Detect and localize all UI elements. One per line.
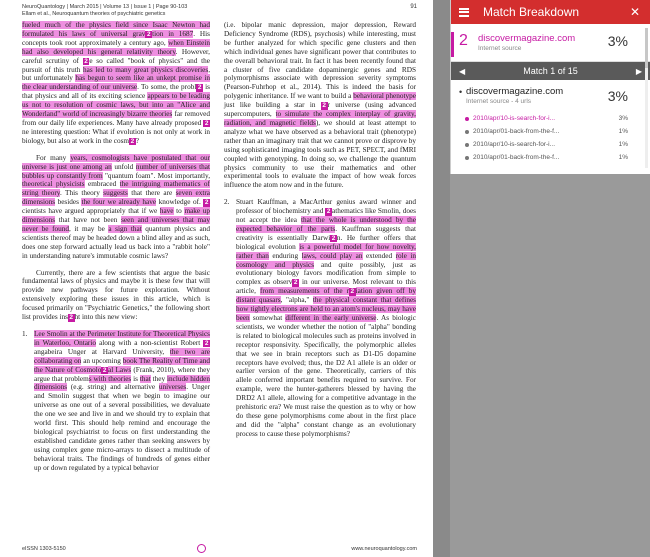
highlighted-text[interactable]: theoretical physicists (22, 180, 85, 189)
journal-url: www.neuroquantology.com (351, 546, 417, 552)
panel-header (451, 0, 650, 24)
url-item[interactable] (451, 151, 650, 164)
match-number: 2 (459, 32, 468, 49)
reference-item (22, 330, 210, 473)
panel-title: Match Breakdown (483, 5, 580, 19)
match-marker[interactable]: 2 (331, 234, 336, 242)
highlighted-text[interactable]: that the whole is understood by the expected behavior of the parts (236, 216, 416, 233)
text-run: . Kauffman suggests that creativity is essentially Darwi (236, 224, 416, 242)
highlighted-text[interactable]: number of universes that bubbles up constantly from (22, 162, 210, 180)
text-run: just like building a star in (224, 101, 321, 110)
group-percent: 3% (607, 88, 628, 104)
page-footer (22, 546, 417, 552)
match-marker[interactable]: 2 (204, 199, 209, 207)
highlighted-text[interactable]: the four we already have (81, 198, 157, 207)
group-source: discovermagazine.com (466, 86, 564, 97)
match-breakdown-panel (450, 0, 650, 174)
highlighted-text[interactable]: had formulated his laws of universal grav (22, 21, 211, 38)
match-marker[interactable]: 2 (146, 30, 151, 38)
page-header (22, 4, 417, 17)
text-run: ), we should at least attempt to analyze what we have observed as a behavioral trait (phenotype) rather than an imaginary trait that we cannot prove or disprove by using sophisticated imaging tools such as PET, SPECT, and fMRI coupled with genotyping. In doing so, we challenge the quantum physics community to use their mathematics and other experimental tools to evaluate the impact of how weak forces influence the atom now and in the future. (224, 118, 416, 190)
text-run: that have not been (55, 216, 122, 225)
primary-match-row[interactable] (451, 24, 650, 62)
viewer-scrollbar[interactable] (433, 0, 450, 557)
paragraph (224, 21, 416, 190)
text-run: that there are (127, 189, 176, 198)
right-column (224, 21, 416, 447)
highlighted-text[interactable]: book The Reality of Time and the Nature of Cosmolo (34, 356, 210, 374)
match-marker[interactable]: 2 (350, 288, 355, 296)
text-run: enduring (268, 251, 302, 260)
url-percent: 1% (618, 141, 628, 148)
text-run: along with a non-scientist Robert (96, 338, 204, 347)
match-percent: 3% (607, 33, 628, 49)
text-run: quantum physics and scientists thereof may be headed down a blind alley and as such, does one step forward actually lead us back into a "rabbit hole" in understanding nature's immutable cosmic laws? (22, 224, 210, 260)
journal-line: NeuroQuantology | March 2015 | Volume 13 | Issue 1 | Page 90-103 (22, 4, 188, 10)
match-marker[interactable]: 2 (326, 208, 331, 216)
highlighted-text[interactable]: iation given off by distant quasars (236, 287, 416, 305)
left-column (22, 21, 210, 481)
text-run: unfold (111, 162, 136, 171)
text-run: . As biologic scientists, we wonder whether the notion of "alpha" bonding is related to biological molecules such as proteins involved in receptor responsivity. Specifically, the polymorphic alleles that we see in brain receptors such as D1-D5 dopamine receptors have evolved; thus, the D2 A1 allele is an older or earlier version of the gene. Theoretically, carriers of this allele conferred important benefits required to survive. For example, were the hunter-gatherers blessed by having the DRD2 A1 allele, allowing for a competitive advantage in the prehistoric era? We must raise the question as to why or how do these gene polymorphisms come about in the first place and did the "alpha" constant change as an evolutionary process to cause these polymorphisms? (236, 314, 417, 438)
url-text: 2010/apr/01-back-from-the-f... (473, 154, 560, 161)
highlighted-text[interactable]: fueled much of the physics field (22, 21, 134, 29)
text-run: somewhat (249, 314, 286, 322)
url-percent: 1% (618, 128, 628, 135)
highlighted-text[interactable]: is a powerful model for how novelty, rather than (236, 242, 416, 260)
highlighted-text[interactable]: universes (158, 383, 187, 392)
panel-scroll-thumb[interactable] (645, 28, 648, 68)
menu-icon[interactable] (459, 8, 469, 17)
highlighted-text[interactable]: behavioral phenotype (353, 92, 417, 101)
text-run: . This theory (59, 189, 104, 198)
text-run: athematics like Smolin, does not accept the idea (236, 207, 416, 225)
match-color-bar (451, 32, 454, 57)
match-navigator (451, 62, 650, 80)
text-run: "quantum foam". Most importantly, (102, 171, 211, 180)
url-item[interactable] (451, 125, 650, 138)
text-run: cientists have argued appropriately that if we (22, 207, 160, 216)
text-run: , but unfortunately (22, 65, 210, 83)
reference-item (224, 198, 416, 438)
highlighted-text[interactable]: appears to be leading us not to resolution of cosmic laws, but into an "Alice and Wonderland" world of increasingly bizarre theories (22, 92, 210, 119)
highlighted-text[interactable]: role in cosmology and physics (236, 251, 416, 269)
highlighted-text[interactable]: has led to many great physics discoveries (83, 65, 209, 74)
title-line: Ellam et al., Neuroquantum theories of psychiatric genetics (22, 10, 166, 17)
text-run: is (131, 374, 140, 383)
match-marker[interactable]: 2 (197, 84, 202, 92)
close-icon[interactable]: ✕ (629, 5, 640, 19)
text-run: . However, careful scrutiny of (22, 47, 210, 65)
highlighted-text[interactable]: years, cosmologists have postulated that our universe is just one among an (22, 153, 210, 171)
match-marker[interactable]: 2 (130, 137, 135, 145)
text-run: , it may be (68, 224, 109, 233)
highlighted-text[interactable]: seen and universes that may never be found (22, 216, 210, 233)
text-run: an upcoming (81, 356, 123, 365)
highlighted-text[interactable]: the intriguing mathematics of string theory (22, 180, 210, 198)
text-run: n. He further offers that biological evolution (236, 233, 416, 251)
highlighted-text[interactable]: that (139, 374, 151, 383)
text-run: Stuart Kauffman, a MacArthur genius award winner and professor of biochemistry and (236, 198, 416, 216)
text-run: they (150, 374, 168, 383)
highlighted-text[interactable]: al Laws (108, 365, 132, 374)
page-number: 91 (410, 4, 417, 10)
reference-number: 1. (22, 330, 28, 338)
text-run: ne interesting question: What if evolution is not only at work in biology, but also at work in the cosm (22, 127, 210, 145)
text-run: embraced (84, 180, 120, 189)
reference-text (34, 330, 210, 472)
highlighted-text[interactable]: tion in 1687 (152, 29, 194, 38)
highlighted-text[interactable]: the physical constant that defines how tightly electrons are held to an atom's nucleus, may have been (236, 296, 416, 322)
text-run: angabeira Unger at Harvard University, (34, 347, 170, 356)
highlighted-text[interactable]: a sign that (108, 224, 142, 233)
text-run: , "alpha," (280, 296, 313, 305)
text-run: and quite possibly, just as evolutionary biology favors modification from simple to complex as observ (236, 260, 416, 287)
url-item[interactable] (451, 112, 650, 125)
text-run: knowledge of. (156, 198, 204, 207)
url-percent: 3% (618, 115, 628, 122)
text-run: e so called "book of physics" and the pursuit of this truth (22, 56, 210, 74)
url-percent: 1% (618, 154, 628, 161)
highlighted-text[interactable]: different in the early universe (285, 314, 377, 322)
paragraph (22, 269, 210, 322)
text-run: (Frank, 2010), where they argue that problem (34, 365, 211, 383)
match-source: discovermagazine.com (478, 33, 576, 44)
highlighted-text[interactable]: include hidden dimensions (34, 374, 210, 392)
highlighted-text[interactable]: seven extra dimensions (22, 189, 210, 207)
text-run: extended (362, 251, 396, 260)
match-marker[interactable]: 2 (204, 119, 209, 127)
highlighted-text[interactable]: has begun to seem like an unkept promise in the clear understanding of our universe (22, 74, 210, 92)
highlighted-text[interactable]: s with theories (88, 374, 132, 383)
text-run: ht into this new view: (74, 313, 138, 322)
match-marker[interactable]: 2 (84, 57, 88, 65)
highlighted-text[interactable]: laws, could play an (301, 251, 363, 260)
text-run: is that physics and all of its exciting science (22, 83, 210, 101)
group-source-type: Internet source - 4 urls (466, 98, 532, 105)
bullet-icon: • (459, 87, 463, 97)
highlighted-text[interactable]: from measurements of the r (259, 287, 350, 296)
match-marker[interactable]: 2 (102, 366, 107, 374)
url-text: 2010/apr/01-back-from-the-f... (473, 128, 560, 135)
highlighted-text[interactable]: the two are collaborating on (34, 347, 210, 365)
url-text: 2010/apr/10-is-search-for-i... (473, 115, 556, 122)
text-run: Currently, there are a few scientists that argue the basic fundamental laws of physics and maybe it is these few that will provide new pathways for future exploration. Without extensively exploring these issues in this article, which is focused primarily on "Psychiatric Genetics," the following short list provides ins (22, 268, 210, 322)
text-run: to (173, 207, 185, 216)
text-run: . To some, the probl (137, 83, 197, 92)
highlighted-text[interactable]: since Isaac Newton (133, 21, 196, 29)
text-run: far removed from our daily life experiences. Many have already proposed (22, 110, 210, 127)
source-group-row[interactable] (451, 80, 650, 110)
match-marker[interactable]: 2 (69, 314, 74, 322)
reference-number: 2. (224, 198, 230, 207)
next-match-button[interactable]: ▶ (635, 66, 642, 76)
paragraph (22, 154, 210, 261)
text-run: (i.e. bipolar manic depression, major depression, Reward Deficiency Syndrome (RDS), psychosis) while interesting, must be further analyzed for which specific gene clusters and then which individual genes have significant power that contributes to the overall behavioral trait. In fact it has been recently found that a cluster of five candidate dopaminergic genes and RDS polymorphisms associate with depression severity symptoms (Pearson-Fuhrhop et al., 2014). This is indeed the basis for polygenic inheritance. If we want to build a (224, 21, 416, 101)
match-marker[interactable]: 2 (293, 279, 298, 287)
page-marker-icon[interactable] (197, 544, 206, 553)
match-marker[interactable]: 2 (322, 102, 326, 110)
bullet-icon (465, 143, 469, 147)
highlighted-text[interactable]: to simulate the complex interplay of gravity, radiation, and magnetic fields (224, 110, 416, 127)
text-run: . Unger and Smolin suggest that when we begin to imagine our universe as one out of a several possibilities, we devaluate the one we see and live in and we should try to explain that world first. This should help remind and encourage the biological psychiatrist to focus on first understanding the established candidate genes rather than seeking answers by using complex gene micro-arrays to dissect a multitude of behavioral traits. The findings of hundreds of genes either up or down regulated by a typical behavior (34, 383, 210, 472)
highlighted-text[interactable]: have (159, 207, 174, 216)
issn: eISSN 1303-5150 (22, 546, 66, 552)
bullet-icon (465, 156, 469, 160)
url-item[interactable] (451, 138, 650, 151)
text-run: r universe (using advanced supercomputers, (224, 101, 416, 119)
text-run: in our universe. Most relevant to this article, (236, 278, 417, 296)
text-run: (e.g. string) and alternative (67, 383, 159, 392)
bullet-icon (465, 130, 469, 134)
previous-match-button[interactable]: ◀ (459, 66, 466, 76)
reference-text (236, 198, 416, 438)
url-list (451, 110, 650, 166)
highlighted-text[interactable]: when Einstein had also developed his general relativity theory (22, 38, 211, 56)
text-run: ? (135, 136, 139, 145)
match-source-type: Internet source (478, 45, 522, 52)
bullet-icon (465, 117, 469, 121)
text-run: besides (55, 198, 82, 207)
match-counter: Match 1 of 15 (523, 66, 578, 76)
highlighted-text[interactable]: Lee Smolin at the Perimeter Institute for Theoretical Physics in Waterloo, Ontario (34, 330, 210, 347)
url-text: 2010/apr/10-is-search-for-i... (473, 141, 556, 148)
text-run: For many (36, 153, 71, 162)
panel-scrollbar[interactable] (645, 28, 648, 168)
highlighted-text[interactable]: suggests (103, 189, 128, 198)
paragraph (22, 21, 210, 146)
highlighted-text[interactable]: make up dimensions (22, 207, 211, 225)
text-run: . His concepts took root approximately a century ago, (22, 29, 210, 47)
match-marker[interactable]: 2 (204, 339, 209, 347)
